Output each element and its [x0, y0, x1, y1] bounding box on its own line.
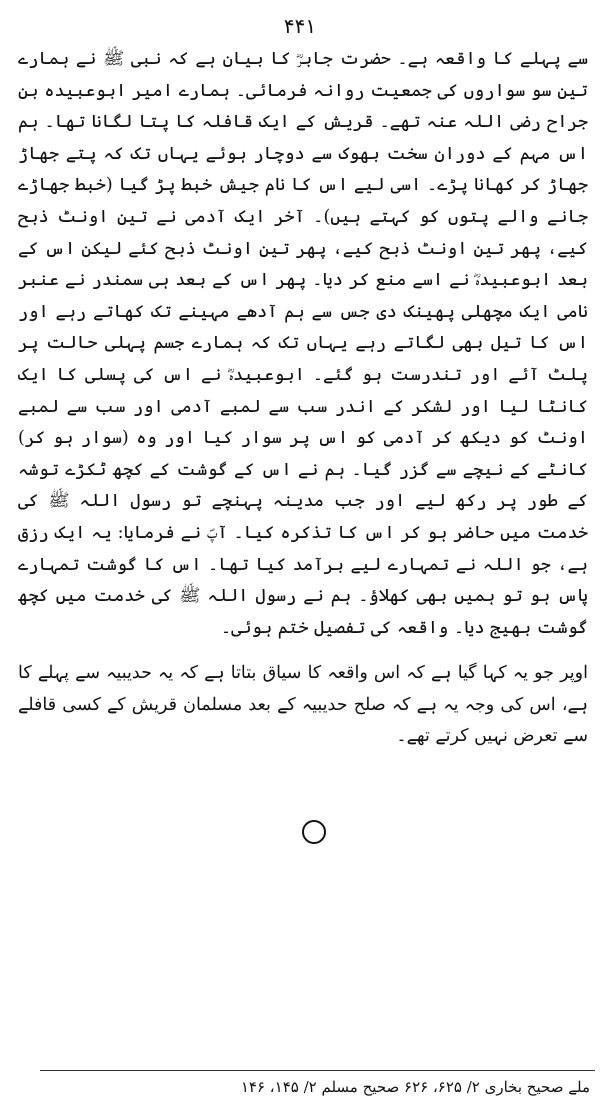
footnote: ملے صحیح بخاری ۲/ ۶۲۵، ۶۲۶ صحیح مسلم ۲/ ۱۴۵، ۱۴۶: [240, 1078, 590, 1096]
circle-ornament-icon: [302, 820, 326, 844]
footnote-divider: [40, 1070, 595, 1071]
body-text: [18, 44, 588, 753]
paragraph-2: اوپر جو یہ کہا گیا ہے کہ اس واقعہ کا سیاق بتاتا ہے کہ یہ حدیبیہ سے پہلے کا ہے، اس کی وجہ یہ ہے کہ صلح حدیبیہ کے بعد مسلمان قریش کے کسی قافلے سے تعرض نہیں کرتے تھے۔: [18, 663, 588, 747]
paragraph-1: سے پہلے کا واقعہ ہے۔ حضرت جابرؓ کا بیان ہے کہ نبی ﷺ نے ہمارے تین سو سواروں کی جمعیت روانہ فرمائی۔ ہمارے امیر ابوعبیدہ بن جراح رضی اللہ عنہ تھے۔ قریش کے ایک قافلہ کا پتا لگانا تھا۔ ہم اس مہم کے دوران سخت بھوک سے دوچار ہوئے یہاں تک کہ پتے جھاڑ جھاڑ کر کھانا پڑے۔ اسی لیے اس کا نام جیش خبط پڑ گیا (خبط جھاڑے جانے والے پتوں کو کہتے ہیں)۔ آخر ایک آدمی نے تین اونٹ ذبح کیے، پھر تین اونٹ ذبح کیے، پھر تین اونٹ ذبح کئے لیکن اس کے بعد ابوعبیدہؓ نے اسے منع کر دیا۔ پھر اس کے بعد ہی سمندر نے عنبر نامی ایک مچھلی پھینک دی جس سے ہم آدھے مہینے تک کھاتے رہے اور اس کا تیل بھی لگاتے رہے یہاں تک کہ ہمارے جسم پہلی حالت پر پلٹ آئے اور تندرست ہو گئے۔ ابوعبیدہؓ نے اس کی پسلی کا ایک کانٹا لیا اور لشکر کے اندر سب سے لمبے آدمی اور سب سے لمبے اونٹ کو دیکھ کر آدمی کو اس پر سوار کیا اور وہ (سوار ہو کر) کانٹے کے نیچے سے گزر گیا۔ ہم نے اس کے گوشت کے کچھ ٹکڑے توشہ کے طور پر رکھ لیے اور جب مدینہ پہنچے تو رسول اللہ ﷺ کی خدمت میں حاضر ہو کر اس کا تذکرہ کیا۔ آپؐ نے فرمایا: یہ ایک رزق ہے، جو اللہ نے تمہارے لیے برآمد کیا تھا۔ اس کا گوشت تمہارے پاس ہو تو ہمیں بھی کھلاؤ۔ ہم نے رسول اللہ ﷺ کی خدمت میں کچھ گوشت بھیج دیا۔ واقعہ کی تفصیل ختم ہوئی۔: [18, 49, 588, 638]
page-number: ۴۴۱: [283, 14, 317, 38]
